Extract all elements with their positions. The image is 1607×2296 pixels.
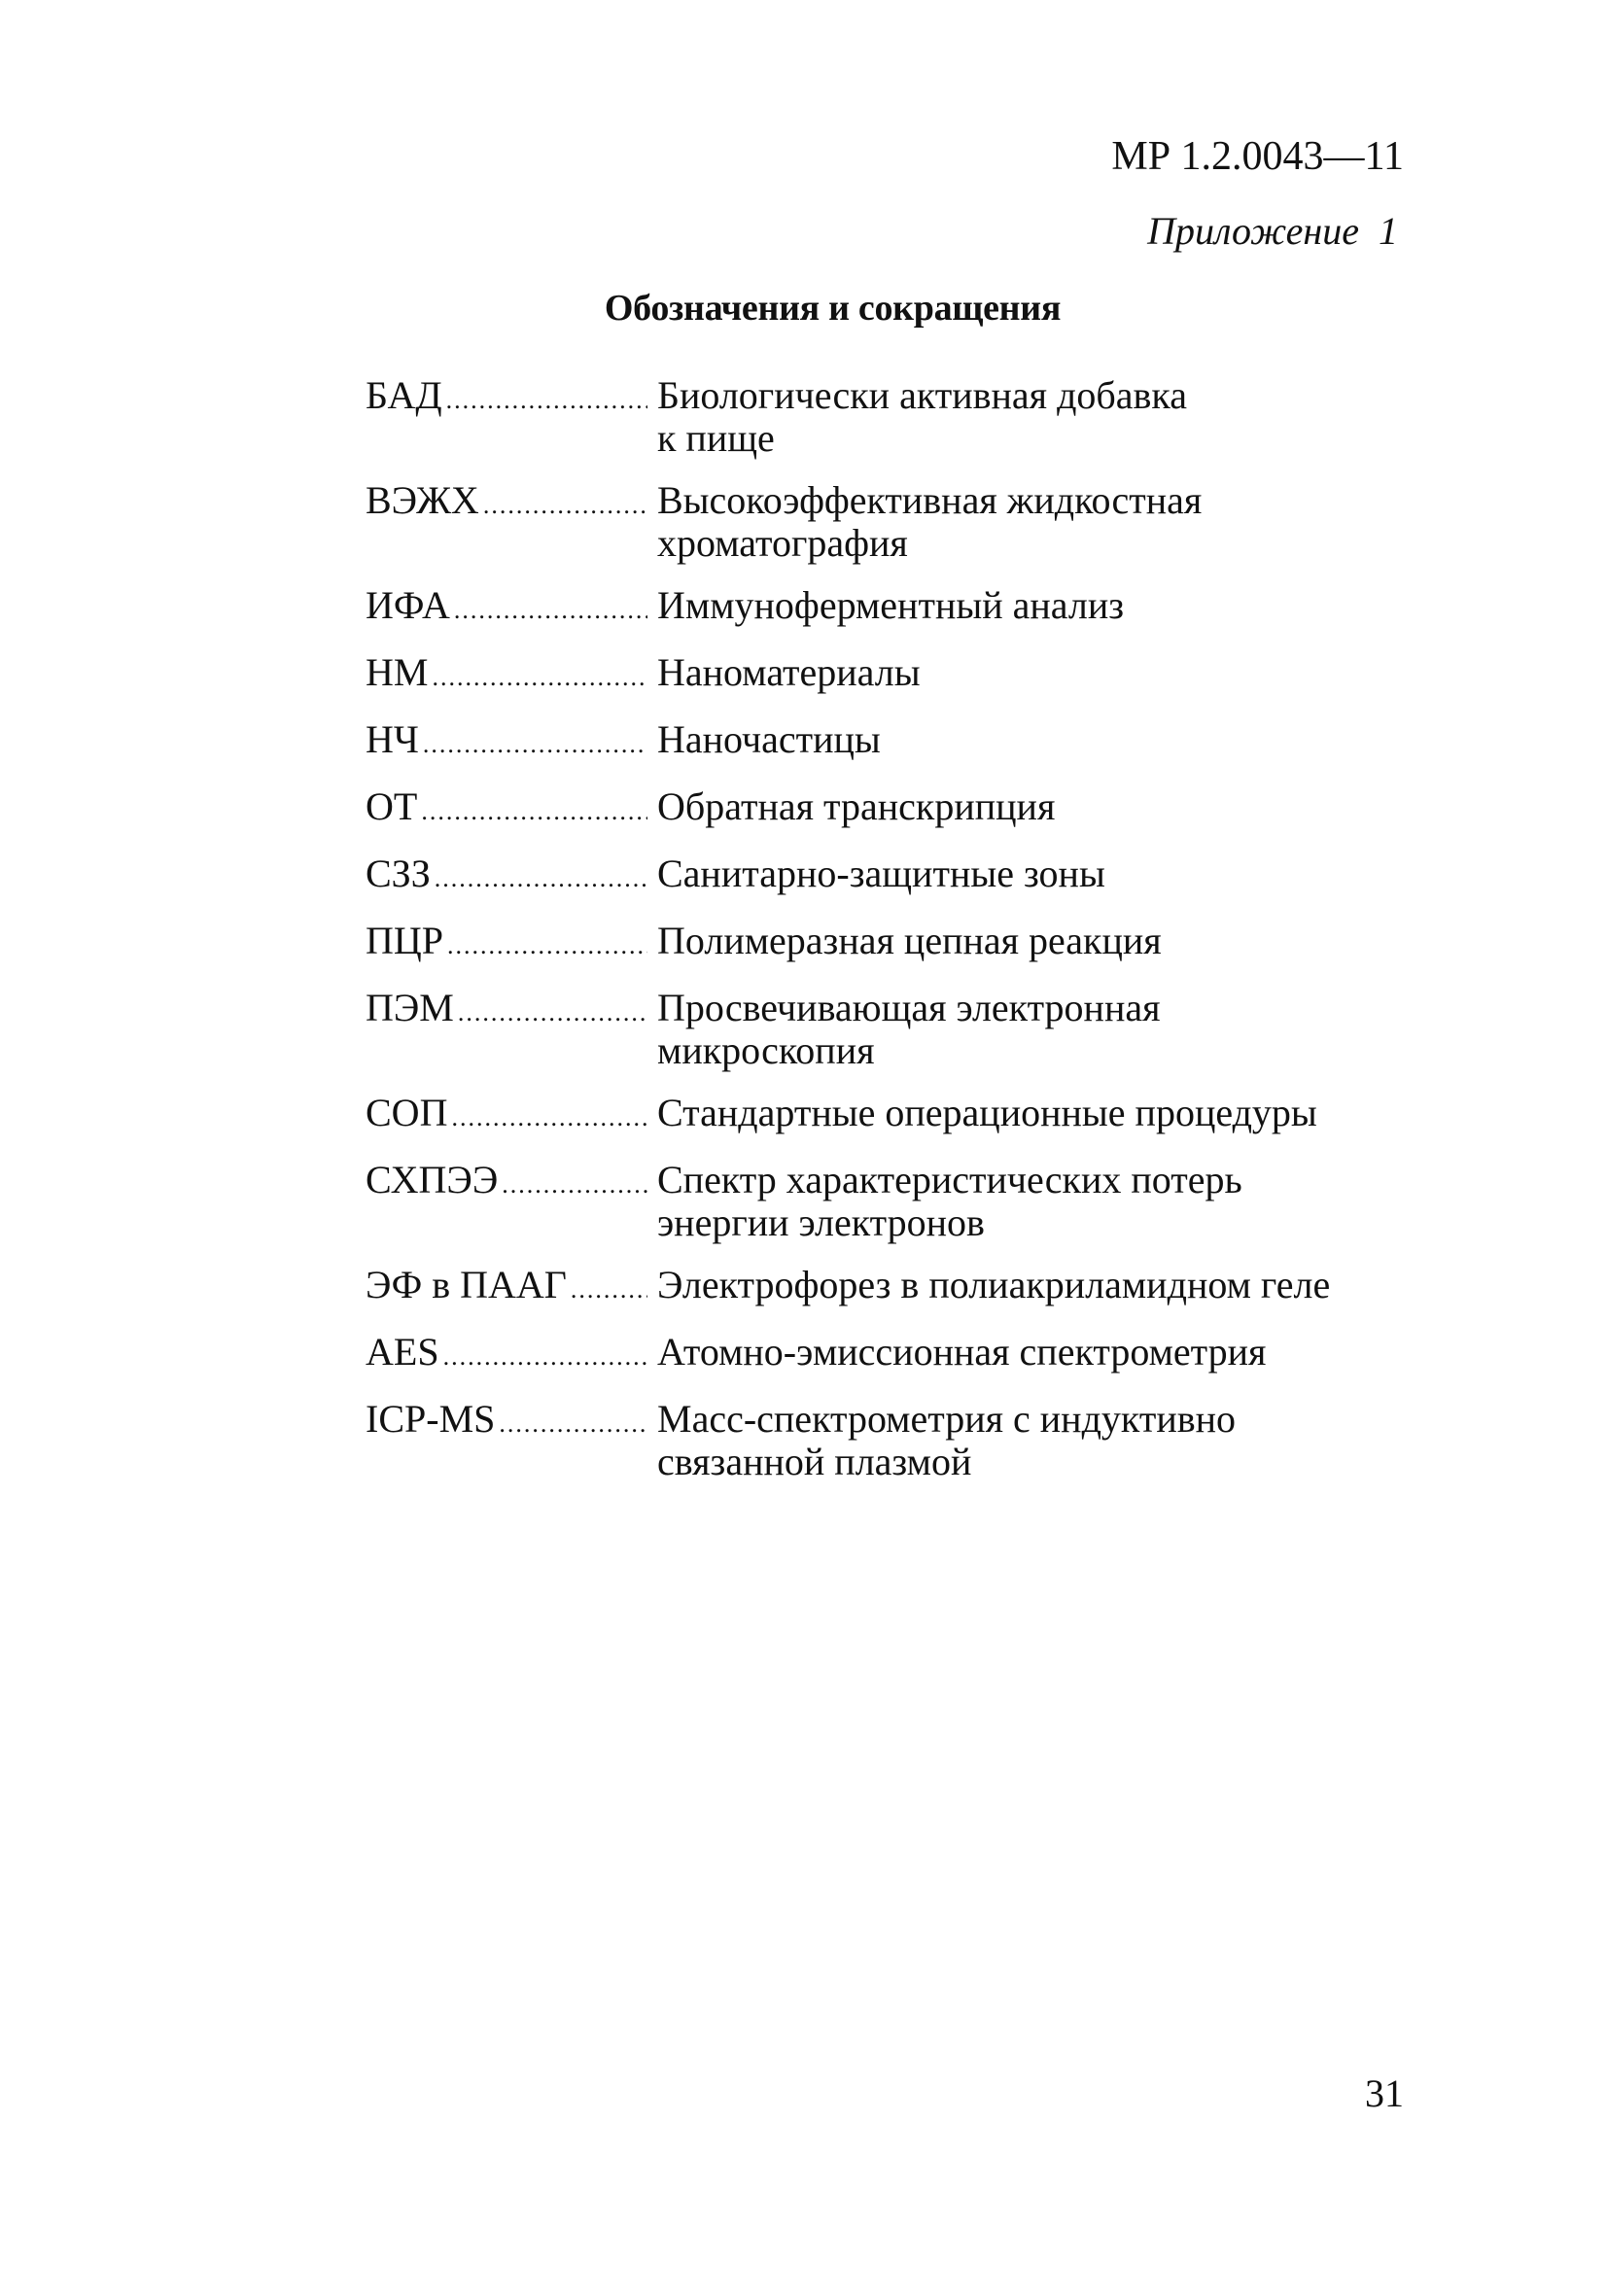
abbreviation-term-text: ПЦР <box>366 920 444 962</box>
abbreviation-term <box>366 651 647 699</box>
abbreviation-term-text: НМ <box>366 651 429 694</box>
abbreviation-list <box>366 374 1415 1503</box>
abbreviation-definition: Спектр характеристических потерь энергии электронов <box>657 1158 1242 1244</box>
abbreviation-term-text: БАД <box>366 374 442 417</box>
abbreviation-row <box>366 1264 1415 1311</box>
abbreviation-row <box>366 584 1415 632</box>
abbreviation-term-text: ВЭЖХ <box>366 479 479 522</box>
dot-leader <box>454 589 647 632</box>
abbreviation-row <box>366 920 1415 967</box>
abbreviation-term <box>366 584 647 632</box>
dot-leader <box>443 1336 647 1378</box>
abbreviation-definition: Просвечивающая электронная микроскопия <box>657 986 1161 1072</box>
abbreviation-term-text: СОП <box>366 1092 448 1134</box>
dot-leader <box>435 857 647 900</box>
abbreviation-definition: Иммуноферментный анализ <box>657 583 1125 627</box>
dot-leader <box>446 379 647 422</box>
abbreviation-row <box>366 651 1415 699</box>
abbreviation-term <box>366 1398 647 1445</box>
abbreviation-definition: Полимеразная цепная реакция <box>657 919 1162 962</box>
abbreviation-term-text: ИФА <box>366 584 450 627</box>
dot-leader <box>483 484 647 527</box>
dot-leader <box>447 924 647 967</box>
abbreviation-row <box>366 1331 1415 1378</box>
dot-leader <box>499 1403 647 1445</box>
dot-leader <box>571 1269 647 1311</box>
abbreviation-term-text: ОТ <box>366 785 418 828</box>
abbreviation-term-text: СЗЗ <box>366 852 431 895</box>
abbreviation-term <box>366 785 647 833</box>
abbreviation-definition: Наноматериалы <box>657 650 921 694</box>
abbreviation-term <box>366 852 647 900</box>
abbreviation-row <box>366 1092 1415 1139</box>
abbreviation-term-text: AES <box>366 1331 439 1374</box>
abbreviation-row <box>366 1159 1415 1244</box>
abbreviation-term <box>366 1159 647 1206</box>
abbreviation-term <box>366 1092 647 1139</box>
abbreviation-term-text: ПЭМ <box>366 987 454 1029</box>
abbreviation-term-text: ЭФ в ПААГ <box>366 1264 567 1306</box>
dot-leader <box>502 1164 647 1206</box>
abbreviation-definition: Наночастицы <box>657 717 881 761</box>
abbreviation-term <box>366 920 647 967</box>
abbreviation-term <box>366 479 647 527</box>
abbreviation-row <box>366 852 1415 900</box>
abbreviation-row <box>366 718 1415 766</box>
abbreviation-definition: Обратная транскрипция <box>657 784 1056 828</box>
dot-leader <box>423 723 647 766</box>
abbreviation-term <box>366 1331 647 1378</box>
abbreviation-definition: Атомно-эмиссионная спектрометрия <box>657 1330 1267 1374</box>
document-code: МР 1.2.0043—11 <box>1111 134 1404 179</box>
abbreviation-term-text: ICP-MS <box>366 1398 496 1441</box>
abbreviation-definition: Стандартные операционные процедуры <box>657 1091 1317 1134</box>
abbreviation-row <box>366 479 1415 565</box>
abbreviation-definition: Биологически активная добавка к пище <box>657 373 1187 460</box>
abbreviation-definition: Электрофорез в полиакриламидном геле <box>657 1263 1331 1306</box>
appendix-label: Приложение 1 <box>1147 209 1398 253</box>
abbreviation-row <box>366 785 1415 833</box>
dot-leader <box>421 790 647 833</box>
abbreviation-term <box>366 718 647 766</box>
abbreviation-definition: Санитарно-защитные зоны <box>657 852 1105 895</box>
section-title: Обозначения и сокращения <box>604 288 1062 329</box>
dot-leader <box>458 991 647 1034</box>
abbreviation-row <box>366 987 1415 1072</box>
page-number: 31 <box>1365 2071 1404 2115</box>
dot-leader <box>451 1096 647 1139</box>
abbreviation-term <box>366 374 647 422</box>
dot-leader <box>432 656 647 699</box>
abbreviation-definition: Масс-спектрометрия с индуктивно связанной плазмой <box>657 1397 1237 1483</box>
abbreviation-term <box>366 1264 647 1311</box>
abbreviation-row <box>366 374 1415 460</box>
abbreviation-term-text: НЧ <box>366 718 419 761</box>
abbreviation-term-text: СХПЭЭ <box>366 1159 499 1201</box>
abbreviation-term <box>366 987 647 1034</box>
abbreviation-definition: Высокоэффективная жидкостная хроматография <box>657 478 1203 565</box>
abbreviation-row <box>366 1398 1415 1483</box>
